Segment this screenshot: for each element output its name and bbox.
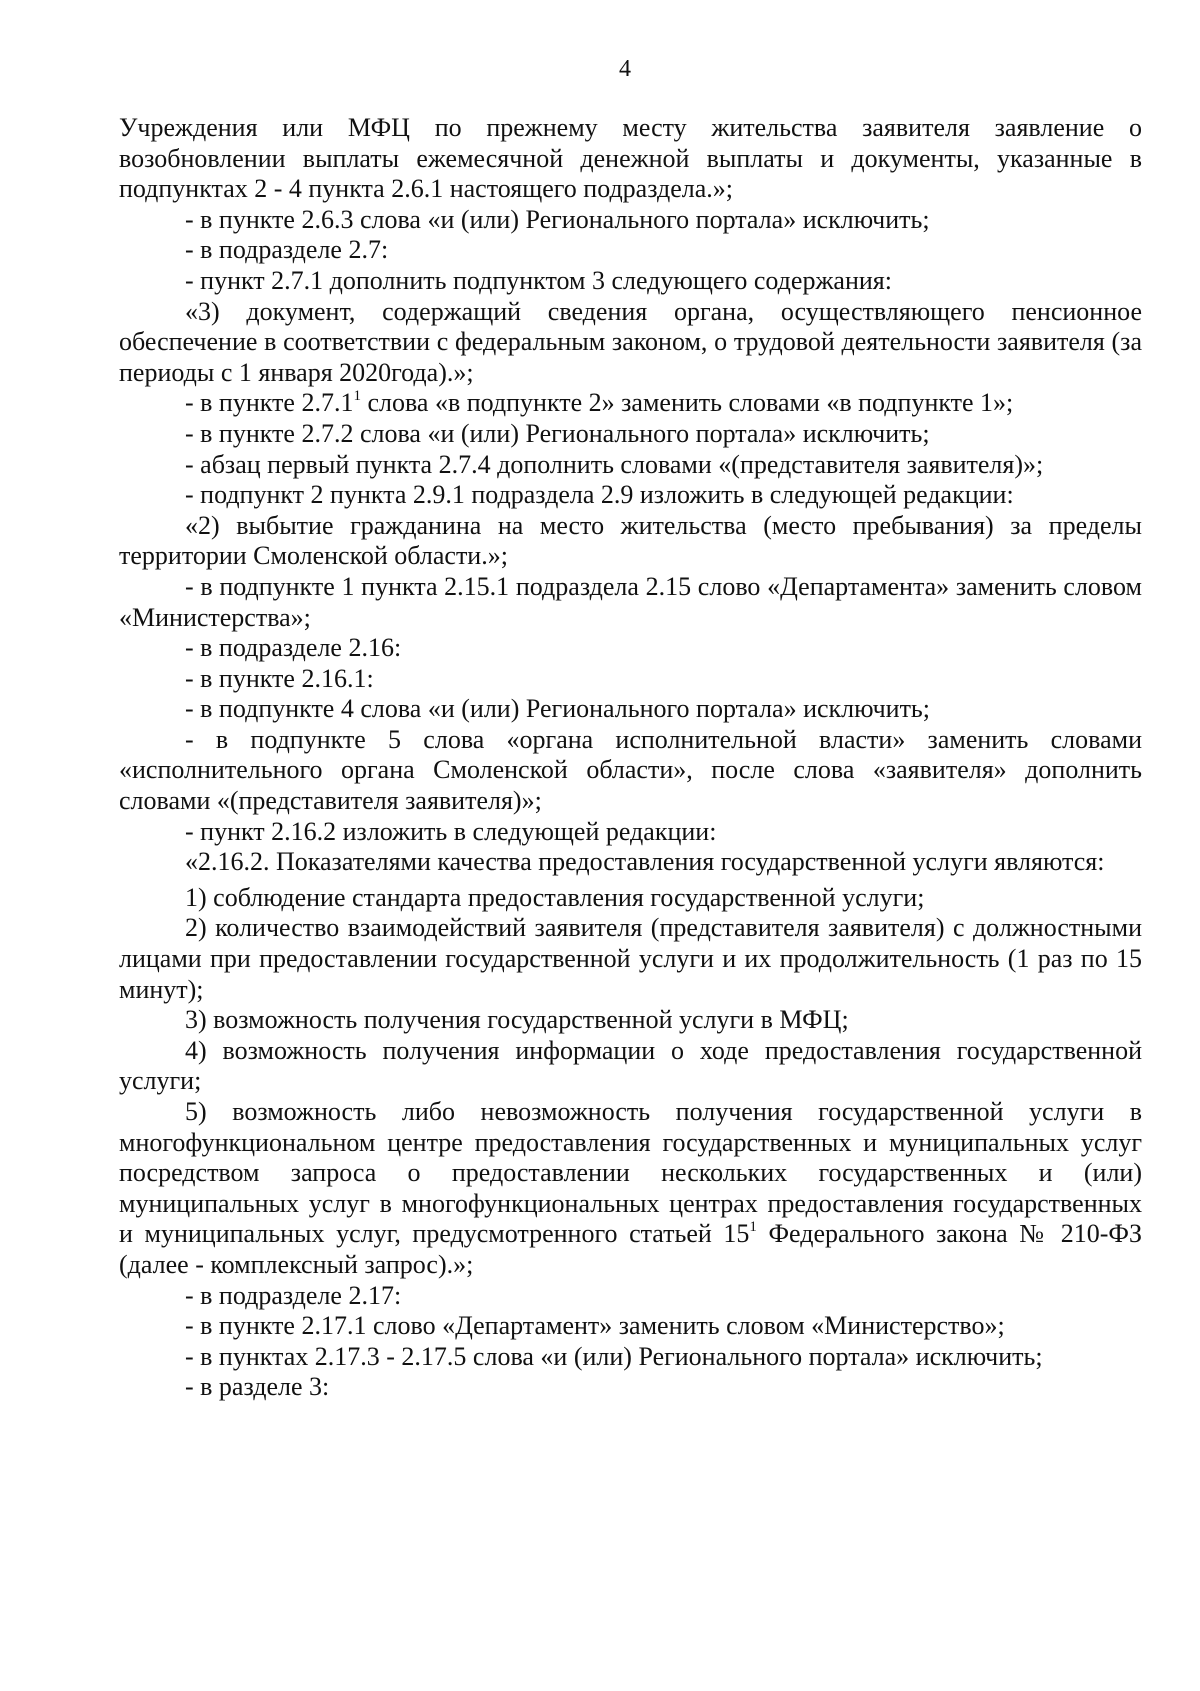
paragraph: - в пункте 2.7.2 слова «и (или) Регионального портала» исключить; <box>185 418 930 448</box>
superscript: 1 <box>353 388 361 405</box>
paragraph: - пункт 2.16.2 изложить в следующей редакции: <box>185 816 717 846</box>
paragraph: «3) документ, содержащий сведения органа, осуществляющего пенсионное обеспечение в соответствии с федеральным законом, о трудовой деятельности заявителя (за периоды с 1 января 2020года).»; <box>119 296 1142 387</box>
paragraph-text: - в пункте 2.7.1 <box>185 388 354 418</box>
paragraph: 2) количество взаимодействий заявителя (представителя заявителя) с должностными лицами при предоставлении государственной услуги и их продолжительность (1 раз по 15 минут); <box>119 913 1142 1004</box>
paragraph: - в подпункте 4 слова «и (или) Регионального портала» исключить; <box>185 694 931 724</box>
paragraph: «2) выбытие гражданина на место жительства (место пребывания) за пределы территории Смоленской области.»; <box>119 510 1142 571</box>
page-number: 4 <box>619 56 631 82</box>
paragraph: - в пункте 2.16.1: <box>185 663 374 693</box>
paragraph: - абзац первый пункта 2.7.4 дополнить словами «(представителя заявителя)»; <box>185 449 1044 479</box>
paragraph: - в подпункте 1 пункта 2.15.1 подраздела 2.15 слово «Департамента» заменить словом «Министерства»; <box>119 571 1142 632</box>
paragraph <box>119 1097 1142 1281</box>
paragraph: - в подпункте 5 слова «органа исполнительной власти» заменить словами «исполнительного органа Смоленской области», после слова «заявителя» дополнить словами «(представителя заявителя)»; <box>119 724 1142 816</box>
paragraph: 4) возможность получения информации о ходе предоставления государственной услуги; <box>119 1035 1142 1096</box>
paragraph: - в пункте 2.17.1 слово «Департамент» заменить словом «Министерство»; <box>185 1311 1005 1341</box>
paragraph: - в разделе 3: <box>185 1372 330 1402</box>
paragraph: - в подразделе 2.16: <box>185 633 402 663</box>
paragraph: - в подразделе 2.17: <box>185 1280 402 1310</box>
paragraph-text: 5) возможность либо невозможность получения государственной услуги в многофункциональном центре предоставления государственных и муниципальных услуг посредством запроса о предоставлении нескольких государственных и (или) муниципальных услуг в многофункциональных центрах предоставления государственных и муниципальных услуг, предусмотренного статьей 15 <box>119 1097 1142 1249</box>
paragraph: - подпункт 2 пункта 2.9.1 подраздела 2.9 изложить в следующей редакции: <box>185 480 1014 510</box>
paragraph-text: Федерального закона № 210-ФЗ (далее - комплексный запрос).»; <box>119 1219 1142 1279</box>
document-body <box>119 113 1142 1403</box>
paragraph: Учреждения или МФЦ по прежнему месту жительства заявителя заявление о возобновлении выплаты ежемесячной денежной выплаты и документы, указанные в подпунктах 2 - 4 пункта 2.6.1 настоящего подраздела.»; <box>119 113 1142 204</box>
superscript: 1 <box>749 1219 757 1236</box>
paragraph: «2.16.2. Показателями качества предоставления государственной услуги являются: <box>185 847 1105 877</box>
paragraph <box>119 388 1142 419</box>
paragraph: 1) соблюдение стандарта предоставления государственной услуги; <box>185 882 925 912</box>
paragraph: - в подразделе 2.7: <box>185 235 389 265</box>
paragraph: - в пункте 2.6.3 слова «и (или) Регионального портала» исключить; <box>185 204 930 234</box>
paragraph-text: слова «в подпункте 2» заменить словами «в подпункте 1»; <box>360 388 1014 418</box>
paragraph: 3) возможность получения государственной услуги в МФЦ; <box>185 1005 849 1035</box>
paragraph: - пункт 2.7.1 дополнить подпунктом 3 следующего содержания: <box>185 265 892 295</box>
paragraph: - в пунктах 2.17.3 - 2.17.5 слова «и (или) Регионального портала» исключить; <box>185 1341 1043 1371</box>
